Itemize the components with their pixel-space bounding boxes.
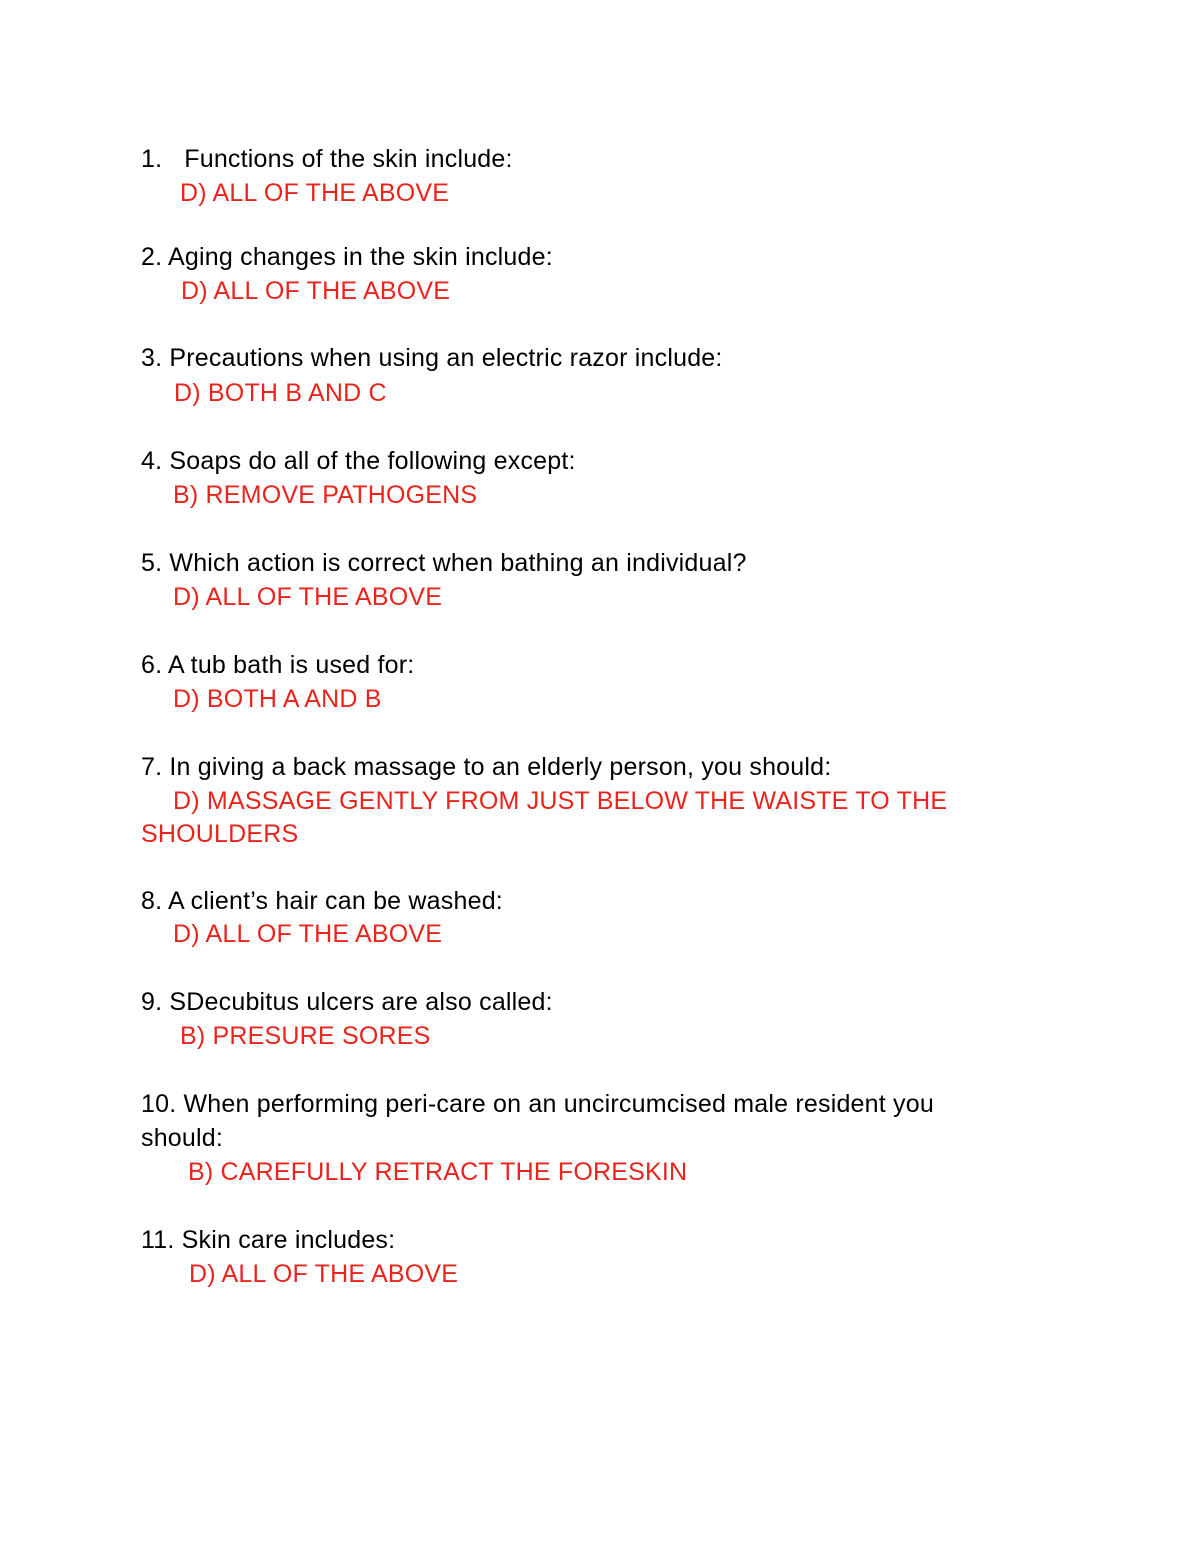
answer-8: D) ALL OF THE ABOVE (173, 920, 443, 948)
question-4-number: 4. (141, 447, 163, 475)
question-6 (141, 648, 414, 682)
question-3-text: Precautions when using an electric razor include: (169, 344, 723, 372)
question-8-number: 8. (141, 887, 163, 915)
answer-9: B) PRESURE SORES (180, 1022, 431, 1050)
question-10 (141, 1087, 934, 1121)
answer-4: B) REMOVE PATHOGENS (173, 481, 478, 509)
answer-3: D) BOTH B AND C (174, 379, 387, 407)
question-1 (141, 142, 513, 176)
question-2 (141, 240, 553, 274)
question-11-text: Skin care includes: (181, 1226, 396, 1254)
question-1-text: Functions of the skin include: (184, 145, 513, 173)
answer-11: D) ALL OF THE ABOVE (189, 1260, 459, 1288)
question-11 (141, 1223, 395, 1257)
answer-7-continued: SHOULDERS (141, 820, 299, 848)
question-3-number: 3. (141, 344, 163, 372)
question-7-text: In giving a back massage to an elderly person, you should: (169, 753, 832, 781)
question-7-number: 7. (141, 753, 163, 781)
question-3 (141, 341, 723, 375)
question-6-text: A tub bath is used for: (168, 651, 415, 679)
question-4-text: Soaps do all of the following except: (169, 447, 576, 475)
question-6-number: 6. (141, 651, 163, 679)
answer-2: D) ALL OF THE ABOVE (181, 277, 451, 305)
question-2-text: Aging changes in the skin include: (168, 243, 553, 271)
question-9-text: SDecubitus ulcers are also called: (169, 988, 553, 1016)
answer-7: D) MASSAGE GENTLY FROM JUST BELOW THE WAISTE TO THE (173, 787, 948, 815)
question-10-number: 10. (141, 1090, 177, 1118)
question-5-text: Which action is correct when bathing an individual? (169, 549, 747, 577)
question-8 (141, 884, 503, 918)
question-10-text: When performing peri-care on an uncircumcised male resident you (183, 1090, 934, 1118)
question-2-number: 2. (141, 243, 163, 271)
question-9-number: 9. (141, 988, 163, 1016)
question-11-number: 11. (141, 1226, 175, 1254)
answer-10: B) CAREFULLY RETRACT THE FORESKIN (188, 1158, 688, 1186)
question-1-number: 1. (141, 145, 163, 173)
question-10-continued: should: (141, 1124, 224, 1152)
question-8-text: A client’s hair can be washed: (168, 887, 503, 915)
answer-6: D) BOTH A AND B (173, 685, 382, 713)
answer-5: D) ALL OF THE ABOVE (173, 583, 443, 611)
question-9 (141, 985, 553, 1019)
question-7 (141, 750, 831, 784)
question-4 (141, 444, 576, 478)
question-5-number: 5. (141, 549, 163, 577)
question-5 (141, 546, 747, 580)
answer-1: D) ALL OF THE ABOVE (180, 179, 450, 207)
